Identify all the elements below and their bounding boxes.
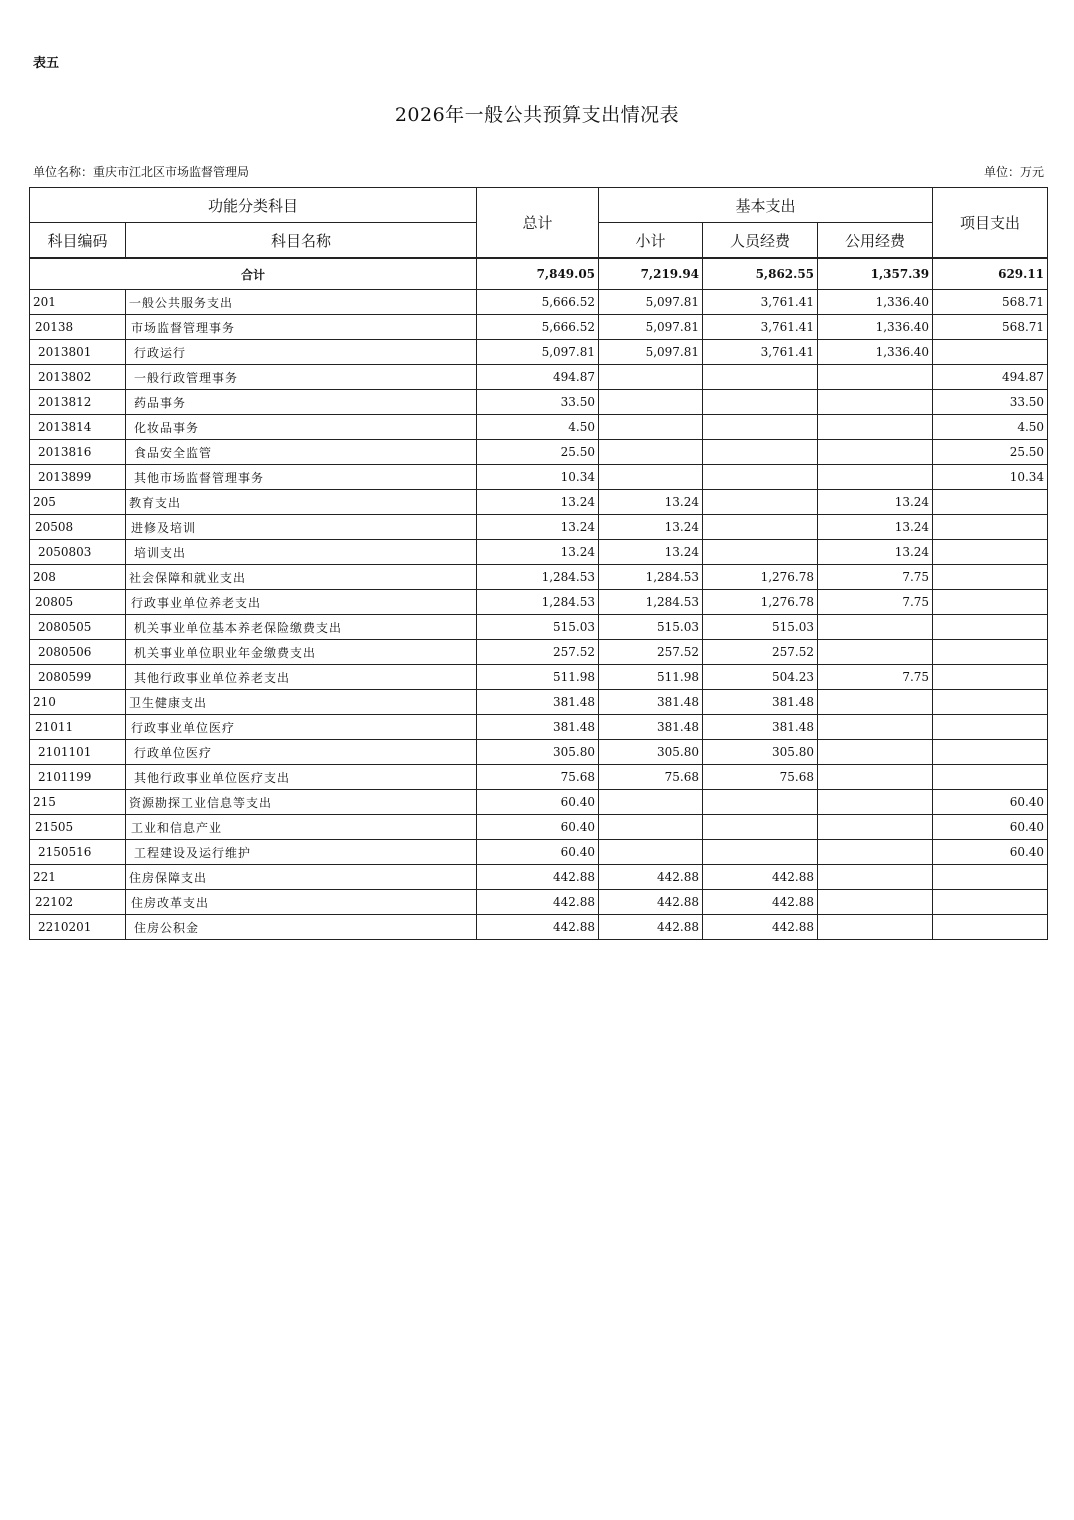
cell-public: 1,336.40 — [818, 315, 933, 340]
table-row — [30, 290, 1048, 315]
cell-name: 住房公积金 — [126, 915, 477, 940]
cell-name: 行政事业单位养老支出 — [126, 590, 477, 615]
cell-subtotal: 13.24 — [599, 490, 703, 515]
cell-name: 机关事业单位基本养老保险缴费支出 — [126, 615, 477, 640]
cell-project: 25.50 — [933, 440, 1048, 465]
table-row — [30, 465, 1048, 490]
cell-total: 10.34 — [477, 465, 599, 490]
cell-name: 资源勘探工业信息等支出 — [126, 790, 477, 815]
cell-code: 221 — [30, 865, 126, 890]
cell-name: 其他市场监督管理事务 — [126, 465, 477, 490]
table-row — [30, 790, 1048, 815]
cell-public — [818, 690, 933, 715]
cell-subtotal: 257.52 — [599, 640, 703, 665]
cell-total: 442.88 — [477, 865, 599, 890]
cell-code: 2013899 — [30, 465, 126, 490]
cell-total: 60.40 — [477, 840, 599, 865]
table-row — [30, 615, 1048, 640]
total-personnel: 5,862.55 — [703, 258, 818, 290]
cell-personnel: 1,276.78 — [703, 565, 818, 590]
cell-project: 568.71 — [933, 315, 1048, 340]
cell-personnel: 305.80 — [703, 740, 818, 765]
cell-project — [933, 890, 1048, 915]
cell-subtotal: 1,284.53 — [599, 565, 703, 590]
cell-subtotal: 75.68 — [599, 765, 703, 790]
cell-public — [818, 790, 933, 815]
cell-subtotal: 442.88 — [599, 915, 703, 940]
cell-total: 1,284.53 — [477, 590, 599, 615]
header-subtotal: 小计 — [599, 223, 703, 259]
cell-name: 培训支出 — [126, 540, 477, 565]
cell-subtotal: 13.24 — [599, 515, 703, 540]
cell-personnel — [703, 390, 818, 415]
cell-project — [933, 690, 1048, 715]
table-row — [30, 690, 1048, 715]
cell-total: 381.48 — [477, 715, 599, 740]
cell-total: 442.88 — [477, 915, 599, 940]
cell-name: 行政事业单位医疗 — [126, 715, 477, 740]
cell-code: 2013802 — [30, 365, 126, 390]
cell-subtotal: 5,097.81 — [599, 315, 703, 340]
cell-personnel: 75.68 — [703, 765, 818, 790]
cell-public — [818, 615, 933, 640]
table-row — [30, 315, 1048, 340]
header-name: 科目名称 — [126, 223, 477, 259]
cell-total: 5,666.52 — [477, 315, 599, 340]
table-row — [30, 915, 1048, 940]
cell-personnel — [703, 815, 818, 840]
cell-public — [818, 840, 933, 865]
cell-total: 4.50 — [477, 415, 599, 440]
budget-table — [29, 187, 1048, 940]
cell-project — [933, 715, 1048, 740]
cell-public — [818, 915, 933, 940]
cell-personnel — [703, 840, 818, 865]
cell-name: 进修及培训 — [126, 515, 477, 540]
table-number: 表五 — [33, 56, 60, 71]
cell-personnel: 1,276.78 — [703, 590, 818, 615]
cell-total: 33.50 — [477, 390, 599, 415]
cell-name: 其他行政事业单位养老支出 — [126, 665, 477, 690]
cell-project — [933, 640, 1048, 665]
table-row — [30, 740, 1048, 765]
cell-personnel: 381.48 — [703, 715, 818, 740]
table-row — [30, 890, 1048, 915]
cell-subtotal: 305.80 — [599, 740, 703, 765]
cell-personnel — [703, 540, 818, 565]
cell-project — [933, 565, 1048, 590]
cell-code: 2101199 — [30, 765, 126, 790]
cell-subtotal — [599, 815, 703, 840]
cell-public: 1,336.40 — [818, 340, 933, 365]
cell-project — [933, 915, 1048, 940]
table-row — [30, 765, 1048, 790]
cell-public — [818, 765, 933, 790]
cell-personnel — [703, 515, 818, 540]
cell-personnel: 381.48 — [703, 690, 818, 715]
cell-total: 5,097.81 — [477, 340, 599, 365]
cell-project — [933, 765, 1048, 790]
cell-total: 5,666.52 — [477, 290, 599, 315]
cell-public — [818, 390, 933, 415]
cell-code: 215 — [30, 790, 126, 815]
cell-name: 其他行政事业单位医疗支出 — [126, 765, 477, 790]
total-project: 629.11 — [933, 258, 1048, 290]
cell-total: 25.50 — [477, 440, 599, 465]
cell-subtotal: 13.24 — [599, 540, 703, 565]
cell-code: 2050803 — [30, 540, 126, 565]
cell-subtotal: 442.88 — [599, 890, 703, 915]
cell-total: 75.68 — [477, 765, 599, 790]
header-project-expenditure: 项目支出 — [933, 188, 1048, 259]
cell-project: 494.87 — [933, 365, 1048, 390]
cell-total: 60.40 — [477, 790, 599, 815]
cell-project — [933, 665, 1048, 690]
cell-subtotal: 381.48 — [599, 690, 703, 715]
cell-subtotal — [599, 365, 703, 390]
cell-name: 工程建设及运行维护 — [126, 840, 477, 865]
cell-personnel — [703, 415, 818, 440]
document-title: 2026年一般公共预算支出情况表 — [394, 104, 680, 126]
cell-total: 13.24 — [477, 515, 599, 540]
cell-personnel — [703, 790, 818, 815]
cell-public — [818, 715, 933, 740]
cell-subtotal — [599, 790, 703, 815]
cell-public — [818, 815, 933, 840]
cell-personnel: 504.23 — [703, 665, 818, 690]
cell-subtotal: 442.88 — [599, 865, 703, 890]
cell-project — [933, 340, 1048, 365]
cell-subtotal: 515.03 — [599, 615, 703, 640]
cell-project: 60.40 — [933, 790, 1048, 815]
cell-subtotal: 511.98 — [599, 665, 703, 690]
cell-code: 201 — [30, 290, 126, 315]
cell-personnel — [703, 365, 818, 390]
cell-code: 20138 — [30, 315, 126, 340]
cell-public — [818, 890, 933, 915]
cell-project: 60.40 — [933, 840, 1048, 865]
cell-personnel: 3,761.41 — [703, 290, 818, 315]
cell-total: 257.52 — [477, 640, 599, 665]
cell-name: 食品安全监管 — [126, 440, 477, 465]
cell-total: 494.87 — [477, 365, 599, 390]
table-row — [30, 390, 1048, 415]
cell-project — [933, 740, 1048, 765]
cell-total: 381.48 — [477, 690, 599, 715]
total-subtotal: 7,219.94 — [599, 258, 703, 290]
cell-code: 210 — [30, 690, 126, 715]
cell-personnel: 442.88 — [703, 915, 818, 940]
cell-personnel — [703, 490, 818, 515]
cell-name: 社会保障和就业支出 — [126, 565, 477, 590]
cell-public: 13.24 — [818, 515, 933, 540]
cell-code: 2210201 — [30, 915, 126, 940]
cell-code: 2013801 — [30, 340, 126, 365]
cell-project: 60.40 — [933, 815, 1048, 840]
cell-code: 208 — [30, 565, 126, 590]
cell-public: 13.24 — [818, 540, 933, 565]
cell-code: 205 — [30, 490, 126, 515]
cell-public: 7.75 — [818, 665, 933, 690]
cell-name: 市场监督管理事务 — [126, 315, 477, 340]
cell-name: 机关事业单位职业年金缴费支出 — [126, 640, 477, 665]
cell-total: 442.88 — [477, 890, 599, 915]
cell-personnel: 257.52 — [703, 640, 818, 665]
table-row — [30, 640, 1048, 665]
table-row — [30, 440, 1048, 465]
cell-name: 化妆品事务 — [126, 415, 477, 440]
cell-total: 511.98 — [477, 665, 599, 690]
cell-name: 住房改革支出 — [126, 890, 477, 915]
cell-personnel: 3,761.41 — [703, 315, 818, 340]
cell-subtotal: 1,284.53 — [599, 590, 703, 615]
header-functional-category: 功能分类科目 — [30, 188, 477, 223]
cell-total: 305.80 — [477, 740, 599, 765]
total-public: 1,357.39 — [818, 258, 933, 290]
table-row — [30, 815, 1048, 840]
cell-total: 13.24 — [477, 490, 599, 515]
cell-code: 2080599 — [30, 665, 126, 690]
cell-public: 7.75 — [818, 565, 933, 590]
cell-code: 21011 — [30, 715, 126, 740]
cell-code: 20508 — [30, 515, 126, 540]
cell-public — [818, 465, 933, 490]
cell-name: 一般公共服务支出 — [126, 290, 477, 315]
cell-code: 2150516 — [30, 840, 126, 865]
cell-name: 行政单位医疗 — [126, 740, 477, 765]
cell-project — [933, 490, 1048, 515]
cell-name: 工业和信息产业 — [126, 815, 477, 840]
cell-public — [818, 415, 933, 440]
cell-code: 21505 — [30, 815, 126, 840]
cell-public: 1,336.40 — [818, 290, 933, 315]
cell-personnel — [703, 440, 818, 465]
cell-code: 2101101 — [30, 740, 126, 765]
cell-project: 33.50 — [933, 390, 1048, 415]
table-row — [30, 540, 1048, 565]
total-label: 合计 — [30, 258, 477, 290]
cell-name: 行政运行 — [126, 340, 477, 365]
cell-project: 568.71 — [933, 290, 1048, 315]
table-row — [30, 365, 1048, 390]
cell-name: 住房保障支出 — [126, 865, 477, 890]
cell-code: 2080505 — [30, 615, 126, 640]
cell-code: 2013814 — [30, 415, 126, 440]
cell-public — [818, 440, 933, 465]
cell-name: 卫生健康支出 — [126, 690, 477, 715]
cell-subtotal: 5,097.81 — [599, 340, 703, 365]
cell-name: 一般行政管理事务 — [126, 365, 477, 390]
cell-subtotal: 381.48 — [599, 715, 703, 740]
cell-public — [818, 365, 933, 390]
cell-subtotal: 5,097.81 — [599, 290, 703, 315]
header-code: 科目编码 — [30, 223, 126, 259]
cell-public — [818, 865, 933, 890]
cell-public: 13.24 — [818, 490, 933, 515]
table-row — [30, 340, 1048, 365]
cell-code: 2013812 — [30, 390, 126, 415]
cell-project — [933, 615, 1048, 640]
cell-project: 4.50 — [933, 415, 1048, 440]
cell-code: 2080506 — [30, 640, 126, 665]
header-basic-expenditure: 基本支出 — [599, 188, 933, 223]
cell-public: 7.75 — [818, 590, 933, 615]
cell-project: 10.34 — [933, 465, 1048, 490]
table-row — [30, 840, 1048, 865]
cell-subtotal — [599, 415, 703, 440]
cell-code: 22102 — [30, 890, 126, 915]
cell-subtotal — [599, 840, 703, 865]
cell-subtotal — [599, 440, 703, 465]
table-row — [30, 565, 1048, 590]
cell-name: 药品事务 — [126, 390, 477, 415]
cell-public — [818, 740, 933, 765]
header-personnel: 人员经费 — [703, 223, 818, 259]
table-row — [30, 490, 1048, 515]
cell-project — [933, 540, 1048, 565]
cell-personnel: 515.03 — [703, 615, 818, 640]
cell-total: 515.03 — [477, 615, 599, 640]
header-total: 总计 — [477, 188, 599, 259]
table-row — [30, 715, 1048, 740]
cell-total: 13.24 — [477, 540, 599, 565]
cell-personnel: 442.88 — [703, 890, 818, 915]
cell-code: 20805 — [30, 590, 126, 615]
table-row — [30, 865, 1048, 890]
table-row — [30, 415, 1048, 440]
cell-code: 2013816 — [30, 440, 126, 465]
currency-unit: 单位：万元 — [983, 165, 1044, 179]
cell-subtotal — [599, 390, 703, 415]
total-row — [30, 258, 1048, 290]
unit-name: 单位名称：重庆市江北区市场监督管理局 — [33, 165, 250, 179]
table-row — [30, 515, 1048, 540]
cell-total: 1,284.53 — [477, 565, 599, 590]
cell-subtotal — [599, 465, 703, 490]
cell-personnel: 442.88 — [703, 865, 818, 890]
header-public: 公用经费 — [818, 223, 933, 259]
cell-personnel — [703, 465, 818, 490]
cell-personnel: 3,761.41 — [703, 340, 818, 365]
cell-project — [933, 515, 1048, 540]
total-value: 7,849.05 — [477, 258, 599, 290]
cell-total: 60.40 — [477, 815, 599, 840]
cell-name: 教育支出 — [126, 490, 477, 515]
cell-project — [933, 590, 1048, 615]
cell-public — [818, 640, 933, 665]
table-row — [30, 590, 1048, 615]
table-row — [30, 665, 1048, 690]
cell-project — [933, 865, 1048, 890]
